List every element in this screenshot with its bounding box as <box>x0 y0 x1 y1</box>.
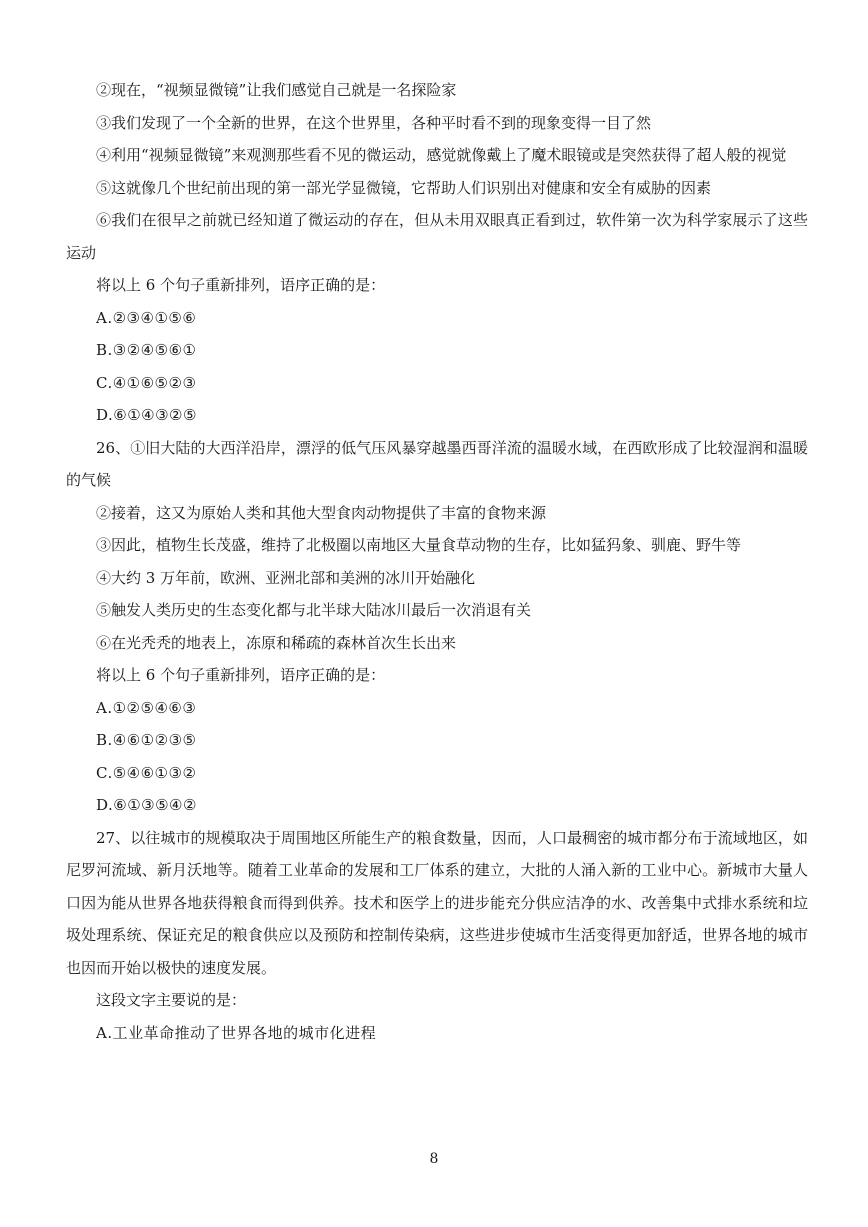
q26-option-a: A.①②⑤④⑥③ <box>96 698 197 717</box>
q25-prompt: 将以上 6 个句子重新排列，语序正确的是： <box>96 276 386 294</box>
q26-sentence-2: ②接着，这又为原始人类和其他大型食肉动物提供了丰富的食物来源 <box>96 503 547 522</box>
q26-sentence-5: ⑤触发人类历史的生态变化都与北半球大陆冰川最后一次消退有关 <box>96 601 532 619</box>
q25-option-b: B.③②④⑤⑥① <box>96 341 197 359</box>
q26-sentence-6: ⑥在光秃秃的地表上，冻原和稀疏的森林首次生长出来 <box>96 633 457 652</box>
q26-prompt: 将以上 6 个句子重新排列，语序正确的是： <box>96 666 386 684</box>
q27-passage: 27、以往城市的规模取决于周围地区所能生产的粮食数量，因而，人口最稠密的城市都分布于流域地区，如尼罗河流域、新月沃地等。随着工业革命的发展和工厂体系的建立，大批的人涌入新的工业中心。新城市大量人口因为能从世界各地获得粮食而得到供养。技术和医学上的进步能充分供应洁净的水、改善集中式排水系统和垃圾处理系统、保证充足的粮食供应以及预防和控制传染病，这些进步使城市生活变得更加舒适，世界各地的城市也因而开始以极快的速度发展。 <box>66 828 808 977</box>
q25-sentence-4: ④利用“视频显微镜”来观测那些看不见的微运动，感觉就像戴上了魔术眼镜或是突然获得了超人般的视觉 <box>96 146 787 164</box>
page-content <box>66 74 808 1049</box>
q25-sentence-2: ②现在，“视频显微镜”让我们感觉自己就是一名探险家 <box>96 81 457 99</box>
q26-sentence-1: 26、①旧大陆的大西洋沿岸，漂浮的低气压风暴穿越墨西哥洋流的温暖水域，在西欧形成了比较湿润和温暖的气候 <box>66 438 808 489</box>
q27-prompt: 这段文字主要说的是： <box>96 991 247 1009</box>
q25-sentence-6: ⑥我们在很早之前就已经知道了微运动的存在，但从未用双眼真正看到过，软件第一次为科学家展示了这些运动 <box>66 211 808 262</box>
q27-option-a: A.工业革命推动了世界各地的城市化进程 <box>96 1023 377 1042</box>
q25-sentence-5: ⑤这就像几个世纪前出现的第一部光学显微镜，它帮助人们识别出对健康和安全有威胁的因素 <box>96 178 712 197</box>
q26-sentence-3: ③因此，植物生长茂盛，维持了北极圈以南地区大量食草动物的生存，比如猛犸象、驯鹿、野牛等 <box>96 536 742 554</box>
q25-option-d: D.⑥①④③②⑤ <box>96 406 197 424</box>
q26-option-b: B.④⑥①②③⑤ <box>96 731 197 749</box>
q26-option-d: D.⑥①③⑤④② <box>96 796 197 814</box>
q25-option-c: C.④①⑥⑤②③ <box>96 373 197 392</box>
q26-option-c: C.⑤④⑥①③② <box>96 763 197 782</box>
page-number: 8 <box>429 1151 439 1167</box>
q25-sentence-3: ③我们发现了一个全新的世界，在这个世界里，各种平时看不到的现象变得一目了然 <box>96 113 652 132</box>
q25-option-a: A.②③④①⑤⑥ <box>96 308 197 327</box>
q26-sentence-4: ④大约 3 万年前，欧洲、亚洲北部和美洲的冰川开始融化 <box>96 568 476 587</box>
